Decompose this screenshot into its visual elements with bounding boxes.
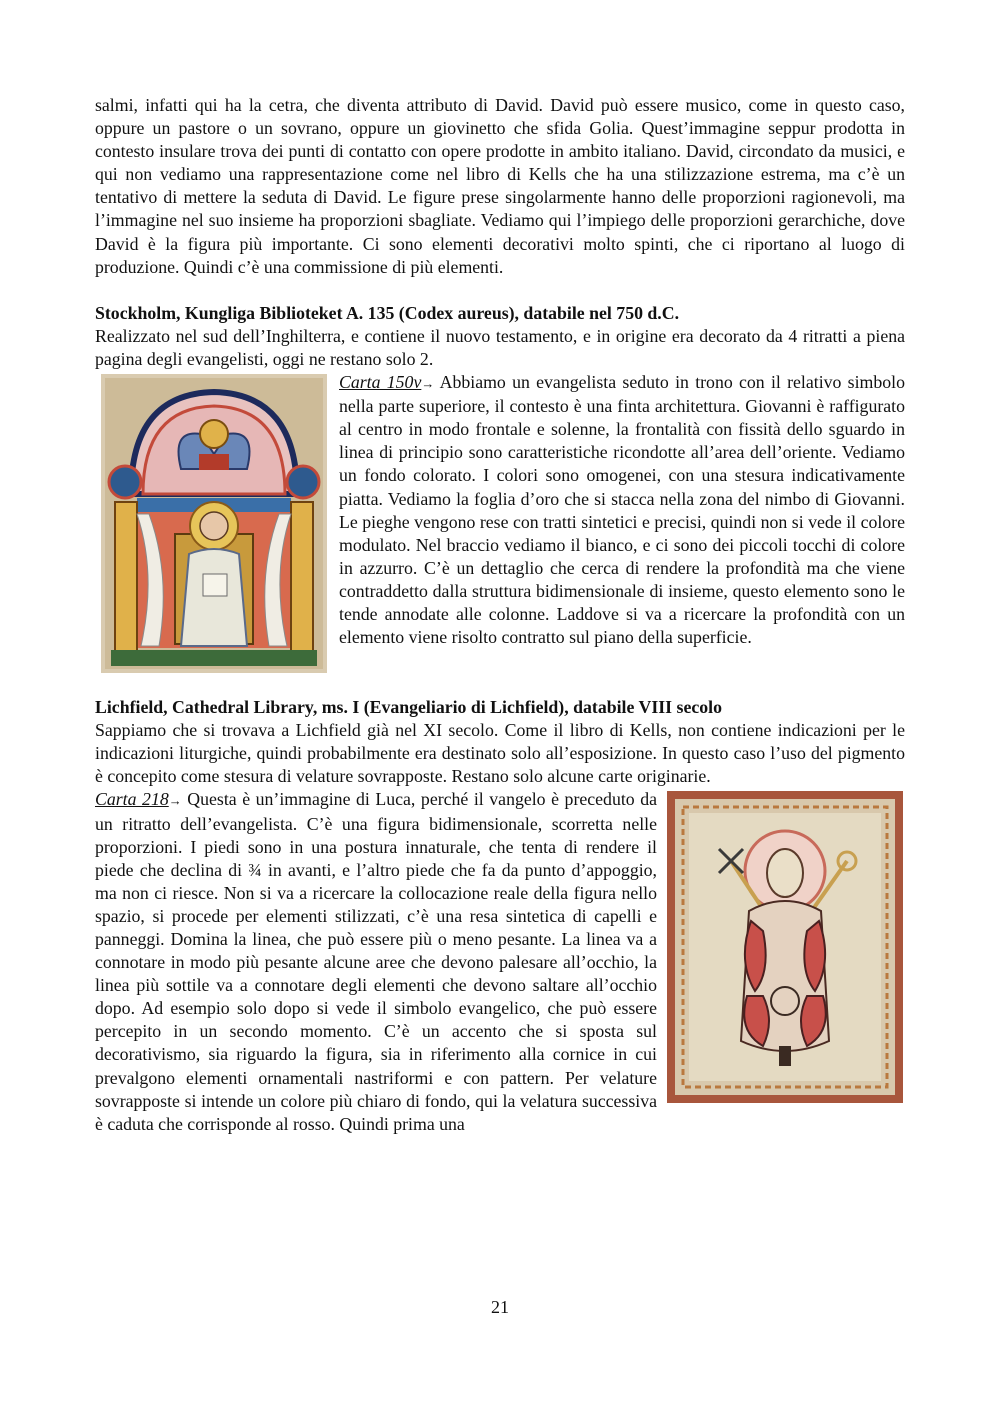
section-body-text-stockholm: Abbiamo un evangelista seduto in trono con il relativo simbolo nella parte superiore, il contesto è una finta architettura. Giovanni è raffigurato al centro in modo frontale e solenne, la frontalità con fissità dello sguardo in linea di principio sono caratteristiche ricondotte all’area dell’oriente. Vediamo un fondo colorato. I colori sono omogenei, con una stesura indicativamente piatta. Vediamo la foglia d’oro che si stacca nella zona del nimbo di Giovanni. Le pieghe vengono rese con tratti sintetici e precisi, quindi non si vede il colore modulato. Nel braccio vediamo il bianco, e ci sono dei piccoli tocchi di colore in azzurro. C’è un dettaglio che cerca di rendere la profondità ma che viene contraddetto dalla struttura bidimensionale di insieme, questo elemento sono le tende annodate alle colonne. Laddove si va a ricercare la profondità con un elemento viene risolto contratto sul piano della superficie. [339,372,905,648]
section-intro-stockholm: Realizzato nel sud dell’Inghilterra, e contiene il nuovo testamento, e in origine era decorato da 4 ritratti a piena pagina degli evangelisti, oggi ne restano solo 2. [95,325,905,369]
document-page [95,94,905,1136]
arrow-icon: → [168,793,182,809]
section-heading-lichfield: Lichfield, Cathedral Library, ms. I (Evangeliario di Lichfield), databile VIII secolo [95,697,722,718]
page-number: 21 [491,1297,509,1317]
section-intro-lichfield: Sappiamo che si trovava a Lichfield già nel XI secolo. Come il libro di Kells, non contiene indicazioni per le indicazioni liturgiche, quindi probabilmente era destinato solo all’esposizione. In questo caso l’uso del pigmento è concepito come stesura di velature sovrapposte. Restano solo alcune carte originarie. [95,720,905,787]
evangelist-luke-miniature [667,791,903,1103]
section-heading-stockholm: Stockholm, Kungliga Biblioteket A. 135 (Codex aureus), databile nel 750 d.C. [95,302,680,323]
folio-ref-218: Carta 218 [95,789,169,810]
folio-ref-150v: Carta 150v [339,372,422,393]
evangelist-john-miniature [101,374,327,673]
section-body-text-lichfield: Questa è un’immagine di Luca, perché il vangelo è preceduto da un ritratto dell’evangelista. C’è una figura bidimensionale, scorretta nelle proporzioni. I piedi sono in una postura innaturale, che tenta di rendere il piede che declina di ¾ in avanti, e l’altro piede che fa da punto d’appoggio, ma non ci riesce. Non si va a ricercare la collocazione reale della figura nello spazio, si procede per elementi stilizzati, c’è una resa sintetica di capelli e panneggi. Domina la linea, che può essere più o meno pesante. La linea va a connotare in modo più pesante alcune aree che devono palesare all’occhio, la linea più sottile va a connotare degli elementi che devono saltare all’occhio dopo. Ad esempio solo dopo si vede il simbolo evangelico, che può essere percepito in un secondo momento. C’è un accento che si sposta sul decorativismo, sia riguardo la figura, sia in riferimento alla cornice in cui prevalgono elementi ornamentali nastriformi e con pattern. Per velature sovrapposte si intende un colore più chiaro di fondo, qui la velatura successiva è caduta che corrisponde al rosso. Quindi prima una [95,789,657,1134]
arrow-icon: → [421,376,435,392]
intro-paragraph: salmi, infatti qui ha la cetra, che diventa attributo di David. David può essere musico, come in questo caso, oppure un pastore o un sovrano, oppure un giovinetto che sfida Golia. Quest’immagine seppur prodotta in contesto insulare trova dei punti di contatto con opere prodotte in ambito italiano. David, circondato da musici, e qui non vediamo una rappresentazione come nel libro di Kells che ha una stilizzazione estrema, ma c’è un tentativo di mettere la seduta di David. Le figure prese singolarmente hanno delle proporzioni ragionevoli, ma l’immagine nel suo insieme ha proporzioni sbagliate. Vediamo qui l’impiego delle proporzioni gerarchiche, dove David è la figura più importante. Ci sono elementi decorativi molto spinti, che ci riportano al luogo di produzione. Quindi c’è una commissione di più elementi. [95,95,905,277]
